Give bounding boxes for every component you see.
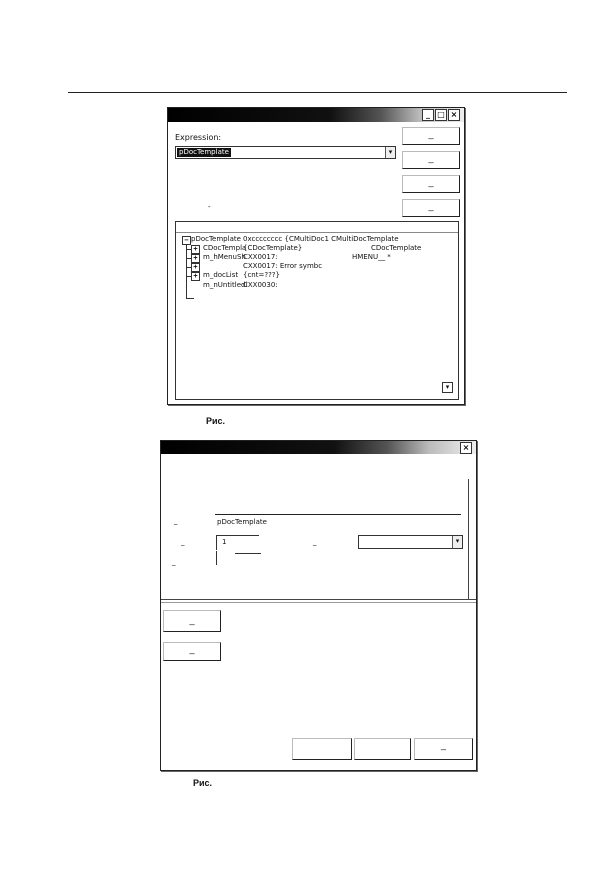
recalculate-button[interactable]: _ (402, 127, 460, 145)
row-type: HMENU__ * (352, 253, 391, 261)
separator (161, 599, 476, 600)
help-button[interactable]: _ (402, 199, 460, 217)
maximize-button[interactable]: □ (435, 109, 447, 121)
row-value: {CDocTemplate} (243, 244, 303, 252)
expand-icon[interactable]: + (191, 245, 200, 254)
row-name: m_nUntitledi (203, 281, 248, 289)
expression-combo[interactable] (175, 146, 396, 159)
row-value: 0xcccccccc {CMultiDoc1 CMultiDocTemplate (243, 235, 399, 243)
current-value-label: - (208, 203, 211, 211)
ok-button[interactable] (292, 738, 352, 760)
close-button[interactable]: × (460, 442, 472, 454)
row-value: CXX0017: (243, 253, 278, 261)
watch-grid[interactable] (175, 221, 459, 400)
edit-underline (235, 553, 261, 554)
figure-caption: Рис. (206, 416, 226, 426)
option-button-1[interactable]: _ (163, 610, 221, 632)
grid-header (176, 222, 458, 233)
third-label: _ (172, 558, 176, 566)
expression-field: pDocTemplate (217, 518, 267, 526)
row-value: CXX0017: Error symbc (243, 262, 323, 270)
separator (161, 602, 476, 603)
row-value: {cnt=???} (243, 271, 280, 279)
cancel-button[interactable] (354, 738, 411, 760)
row-name: CDocTempla (203, 244, 247, 252)
add-watch-button[interactable]: _ (402, 151, 460, 169)
help-button[interactable]: _ (414, 738, 473, 760)
row-name: pDocTemplate (191, 235, 241, 243)
close-dialog-button[interactable]: _ (402, 175, 460, 193)
minimize-button[interactable]: _ (422, 109, 434, 121)
expression-label: Expression: (175, 133, 222, 142)
title-bar[interactable] (168, 108, 464, 122)
right-edge-line (468, 479, 469, 599)
collapse-icon[interactable]: − (182, 236, 191, 245)
expression-input[interactable]: pDocTemplate (179, 148, 229, 156)
title-bar[interactable] (161, 441, 476, 454)
properties-dialog (160, 440, 477, 771)
row-type: CDocTemplate (371, 244, 422, 252)
row-name: m_hMenuSh (203, 253, 246, 261)
field-label: _ (174, 517, 178, 525)
tree-line (186, 298, 194, 299)
quickwatch-dialog (167, 107, 465, 405)
figure-caption: Рис. (193, 778, 213, 788)
chevron-down-icon[interactable]: ▾ (385, 147, 395, 158)
expand-icon[interactable]: + (191, 272, 200, 281)
expand-icon[interactable]: + (191, 263, 200, 272)
combo-label: _ (313, 538, 317, 546)
third-field[interactable] (216, 551, 217, 565)
option-button-2[interactable]: _ (163, 642, 221, 661)
edit-field[interactable] (216, 535, 259, 550)
type-combo[interactable] (358, 535, 463, 549)
chevron-down-icon[interactable]: ▾ (452, 536, 462, 548)
page-rule (68, 92, 567, 93)
edit-label: _ (181, 538, 185, 546)
row-name: m_docList (203, 271, 239, 279)
edit-value[interactable]: 1 (222, 538, 227, 546)
tree-line (186, 243, 187, 299)
field-underline (215, 514, 461, 515)
expand-icon[interactable]: + (191, 254, 200, 263)
scroll-down-button[interactable]: ▾ (442, 382, 453, 393)
row-value: CXX0030: (243, 281, 278, 289)
close-button[interactable]: × (448, 109, 460, 121)
